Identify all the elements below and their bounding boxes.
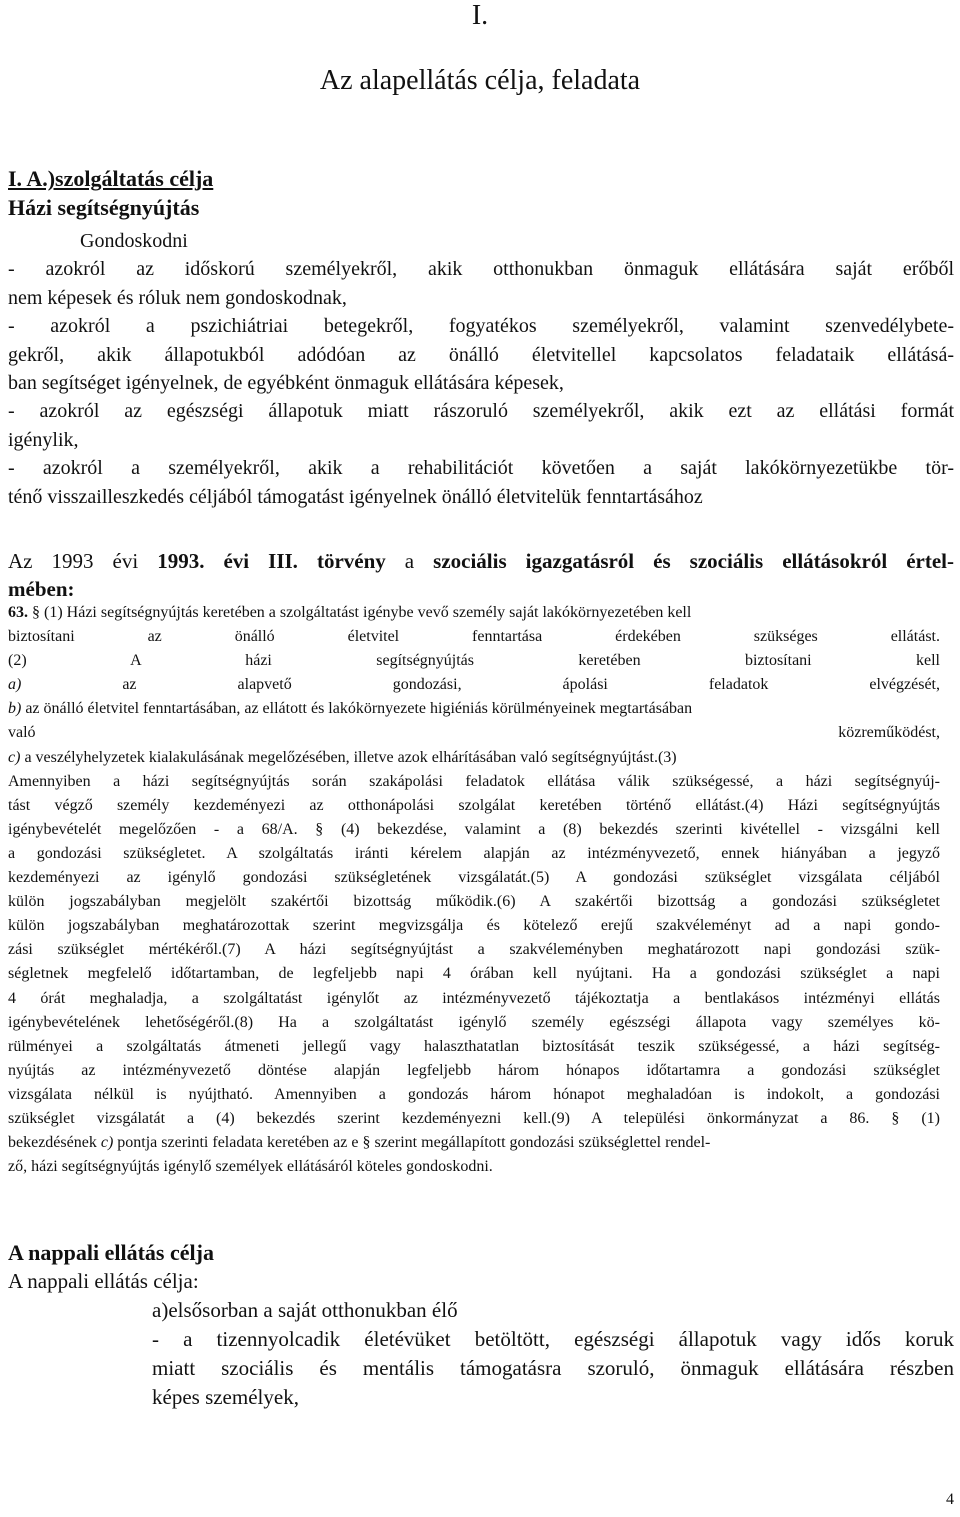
law-text-line: kezdeményezi az igénylő gondozási szükségletének vizsgálatát.(5) A gondozási szükséglet vizsgálata céljából (8, 869, 940, 887)
law-text-line: külön jogszabályban meghatározottak szerint megvizsgálja és kötelező erejű szakvéleményt ad a napi gondo- (8, 917, 940, 935)
text-line: gekről, akik állapotukból adódóan az önálló életvitellel kapcsolatos feladataik ellátásá- (8, 343, 954, 366)
text-line: igénylik, (8, 428, 79, 451)
text-line: ban segítséget igényelnek, de egyébként önmaguk ellátására képesek, (8, 371, 564, 394)
law-text-line: igénybevételét megelőzően - a 68/A. § (4) bekezdése, valamint a (8) bekezdés szerinti kivétellel - vizsgálni kell (8, 820, 940, 838)
text-line: Gondoskodni (80, 230, 188, 252)
law-text-line: ző, házi segítségnyújtás igénylő személyek ellátásáról köteles gondoskodni. (8, 1158, 493, 1176)
chapter-number: I. (471, 0, 489, 31)
law-text-line: tást végző személy kezdeményezi az otthonápolási szolgálat keretében történő ellátást.(4) Házi segítségnyújtás (8, 796, 940, 814)
law-text-line: igénybevételének lehetőségéről.(8) Ha a szolgáltatást igénylő személy egészségi állapota vagy személyes kö- (8, 1013, 940, 1031)
text-line: A nappali ellátás célja: (8, 1269, 199, 1293)
page-title: Az alapellátás célja, feladata (319, 65, 641, 96)
section-b-body (8, 1267, 954, 1412)
section-a-body (8, 227, 954, 511)
law-text-line: bekezdésének c) pontja szerinti feladata keretében az e § szerint megállapított gondozási szükséglettel rendel- (8, 1134, 711, 1152)
text-line: nem képesek és róluk nem gondoskodnak, (8, 286, 347, 309)
law-text-line: 63. § (1) Házi segítségnyújtás keretében a szolgáltatást igénybe vevő személy saját lakókörnyezetében kell (8, 604, 692, 621)
law-text-line: rülményei a szolgáltatás átmeneti jellegű vagy halaszthatatlan biztosítását teszik szükségessé, a házi segítség- (8, 1037, 940, 1055)
law-text-line: zási szükséglet mértékéről.(7) A házi segítségnyújtást a szakvéleményben meghatározott napi gondozási szük- (8, 941, 940, 959)
law-text-line: nyújtás az intézményvezető döntése alapján legfeljebb három hónapos időtartamra a gondozási szükséglet (8, 1061, 940, 1079)
text-line: - azokról a pszichiátriai betegekről, fogyatékos személyekről, valamint szenvedélybete- (8, 315, 954, 338)
item-label-c: c) (8, 748, 21, 766)
law-name: 1993. évi III. törvény (157, 549, 386, 573)
law-text (8, 601, 940, 1179)
law-middle: a (385, 549, 434, 573)
text-line: - azokról az egészségi állapotuk miatt rászoruló személyekről, akik ezt az ellátási formát (8, 400, 954, 423)
text-line: - azokról a személyekről, akik a rehabilitációt követően a saját lakókörnyezetükbe tör- (8, 457, 954, 480)
section-b-heading: A nappali ellátás célja (8, 1240, 214, 1265)
law-text-line: biztosítani az önálló életvitel fenntartása érdekében szükséges ellátást. (8, 628, 940, 646)
law-subject: szociális igazgatásról és szociális ellátásokról értel- (433, 549, 954, 573)
item-label-b: b) (8, 700, 22, 718)
law-text-line: szükséglet vizsgálatát a (4) bekezdés szerint kezdeményezni kell.(9) A települési önkormányzat a 86. § (1) (8, 1109, 940, 1127)
item-ref-c: c) (100, 1134, 114, 1152)
law-text-line: való közreműködést, (8, 724, 940, 742)
law-text-line: (2) A házi segítségnyújtás keretében biztosítani kell (8, 652, 940, 670)
law-text-line: Amennyiben a házi segítségnyújtás során szakápolási feladatok ellátása válik szükségessé, a házi segítségnyúj- (8, 772, 940, 790)
paragraph-number: 63. (8, 604, 28, 621)
item-label-a: a) (8, 676, 22, 694)
text-line: - azokról az időskorú személyekről, akik otthonukban önmaguk ellátására saját erőből (8, 258, 954, 281)
text-line: - a tizennyolcadik életévüket betöltött, egészségi állapotuk vagy idős koruk (152, 1327, 954, 1351)
law-reference (8, 547, 954, 603)
page-number: 4 (946, 1491, 954, 1508)
law-reference-line (8, 547, 954, 575)
law-reference-line-2: mében: (8, 577, 75, 601)
text-line: ténő visszailleszkedés céljából támogatást igényelnek önálló életvitelük fenntartásához (8, 485, 703, 508)
law-text-line: a gondozási szükségletet. A szolgáltatás iránti kérelem alapján az intézményvezető, ennek hiányában a jegyző (8, 844, 940, 862)
text-line: miatt szociális és mentális támogatásra szoruló, önmaguk ellátására részben (152, 1356, 954, 1380)
law-text-line: c) a veszélyhelyzetek kialakulásának megelőzésében, illetve azok elhárításában való segítségnyújtást.(3) (8, 748, 677, 766)
section-a-subheading: Házi segítségnyújtás (8, 195, 200, 220)
law-text-line: 4 órát meghaladja, a szolgáltatást igénylőt az intézményvezető tájékoztatja a bentlakásos intézményi ellátás (8, 989, 940, 1007)
law-text-line: a) az alapvető gondozási, ápolási feladatok elvégzését, (8, 676, 941, 694)
law-text-line: vizsgálata nélkül is nyújtható. Amennyiben a gondozás három hónapot meghaladóan is indokolt, a gondozási (8, 1085, 940, 1103)
law-prefix: Az 1993 évi (8, 549, 158, 573)
law-text-line: ségletnek megfelelő időtartamban, de legfeljebb napi 4 órában kell nyújtani. Ha a gondozási szükséglet a napi (8, 965, 940, 983)
law-text-line: b) az önálló életvitel fenntartásában, az ellátott és lakókörnyezete higiéniás körülményeinek megtartásában (8, 700, 693, 718)
law-text-line: külön jogszabályban megjelölt szakértői bizottság működik.(6) A szakértői bizottság a gondozási szükségletet (8, 893, 940, 911)
section-a-heading: I. A.)szolgáltatás célja (8, 166, 214, 191)
text-line: képes személyek, (152, 1385, 299, 1409)
text-line: a)elsősorban a saját otthonukban élő (152, 1298, 458, 1322)
